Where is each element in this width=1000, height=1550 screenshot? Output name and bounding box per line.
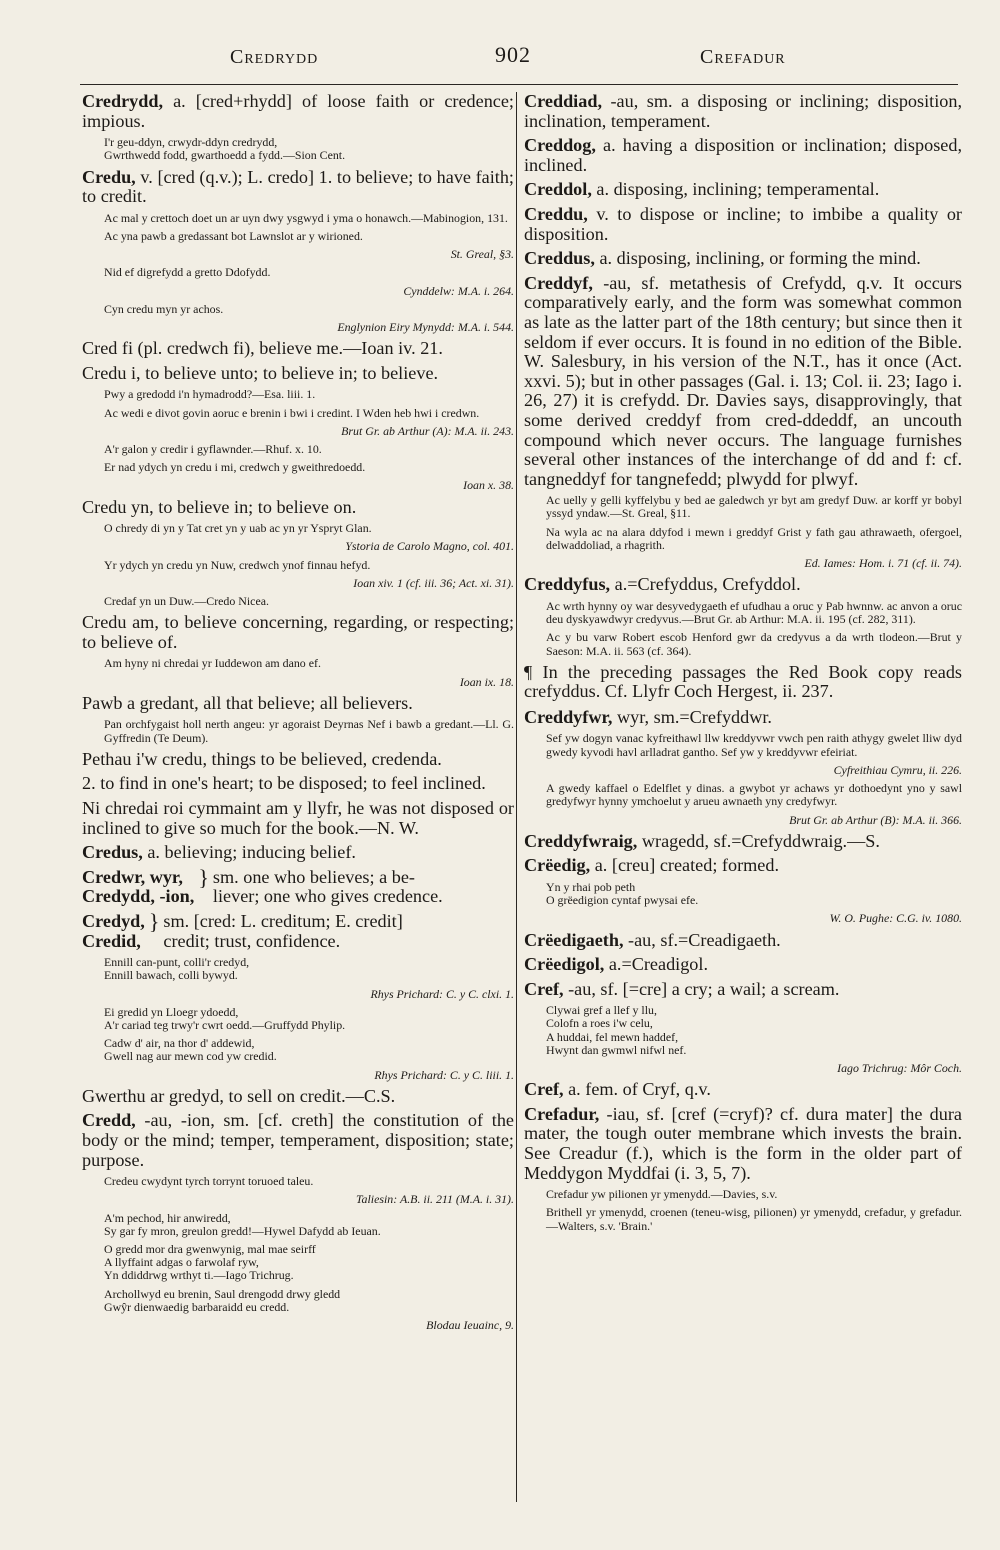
bracketed-entry <box>82 908 514 951</box>
sense-line: Ni chredai roi cymmaint am y llyfr, he was not disposed or inclined to give so much for the book.—N. W. <box>82 798 514 838</box>
citation-quote: Er nad ydych yn credu i mi, credwch y gweithredoedd. <box>104 460 366 475</box>
citation-quote: A'r galon y credir i gyflawnder.—Rhuf. x. 10. <box>104 442 322 456</box>
citation-source: Iago Trichrug: Môr Coch. <box>837 1061 962 1076</box>
citation-quote: Yr ydych yn credu yn Nuw, credwch ynof finnau hefyd. <box>104 557 371 572</box>
entry-definition: sm. [cred: L. creditum; E. credit] credit; trust, confidence. <box>163 910 403 951</box>
header-rule <box>80 84 958 85</box>
citation-source: Rhys Prichard: C. y C. liii. 1. <box>374 1067 514 1082</box>
citation-source: Ioan xiv. 1 (cf. iii. 36; Act. xi. 31). <box>353 575 514 590</box>
citation-source: Taliesin: A.B. ii. 211 (M.A. i. 31). <box>356 1192 514 1207</box>
citation-source: Ed. Iames: Hom. i. 71 (cf. ii. 74). <box>804 556 962 571</box>
brace-glyph: } <box>148 908 160 934</box>
headword: Cref, <box>524 1079 564 1100</box>
citation-quote: Ei gredid yn Lloegr ydoedd, A'r cariad teg trwy'r cwrt oedd.—Gruffydd Phylip. <box>104 1004 346 1032</box>
citation-quote: Yn y rhai pob peth O grëedigion cyntaf pwysai efe. <box>546 879 699 908</box>
citation-source: Brut Gr. ab Arthur (B): M.A. ii. 366. <box>789 812 962 827</box>
citation-quote: Ac yna pawb a gredassant bot Lawnslot ar y wirioned. <box>104 228 363 243</box>
citation-quote: Ac wrth hynny oy war desyvedygaeth ef ufudhau a oruc y Pab hwnnw. ac anvon a oruc deu dyskyawdwyr credyvus.—Brut Gr. ab Arthur: M.A. ii. 195 (cf. 282, 311). <box>546 598 962 627</box>
right-guideword: Crefadur <box>700 46 786 68</box>
citation-source: W. O. Pughe: C.G. iv. 1080. <box>829 911 962 926</box>
sense-line: Credu yn, to believe in; to believe on. <box>82 496 357 517</box>
entry-definition: a. [cred+rhydd] of loose faith or credence; impious. <box>82 92 514 131</box>
entry-definition: wragedd, sf.=Crefyddwraig.—S. <box>637 830 880 851</box>
headword: Credu, <box>82 166 136 187</box>
sense-line: 2. to find in one's heart; to be disposed; to feel inclined. <box>82 773 486 794</box>
citation-quote: Pwy a gredodd i'n hymadrodd?—Esa. liii. 1. <box>104 387 316 402</box>
dictionary-entry <box>524 955 962 975</box>
sense-line: Pethau i'w credu, things to be believed, credenda. <box>82 748 442 769</box>
citation-quote: O chredy di yn y Tat cret yn y uab ac yn yr Yspryt Glan. <box>104 521 372 536</box>
entry-definition: a.=Crefyddus, Crefyddol. <box>610 574 801 595</box>
headword: Creddus, <box>524 248 595 269</box>
citation-quote: A'm pechod, hir anwiredd, Sy gar fy mron, greulon gredd!—Hywel Dafydd ab Ieuan. <box>104 1210 381 1238</box>
headword: Crëedigol, <box>524 954 605 975</box>
citation-source: Cynddelw: M.A. i. 264. <box>403 283 514 298</box>
dictionary-entry <box>524 832 962 852</box>
headword: Credrydd, <box>82 92 164 111</box>
citation-quote: Crefadur yw pilionen yr ymenydd.—Davies, s.v. <box>546 1187 778 1202</box>
citation-quote: Ac uelly y gelli kyffelybu y bed ae galedwch yr byt am gredyf Duw. ar korff yr bobyl yssyd yndaw.—St. Greal, §11. <box>546 493 962 521</box>
entry-definition: v. [cred (q.v.); L. credo] 1. to believe; to have faith; to credit. <box>82 166 514 207</box>
dictionary-entry <box>524 708 962 728</box>
citation-quote: Cyn credu myn yr achos. <box>104 301 224 316</box>
right-column <box>524 92 962 1512</box>
citation-source: Rhys Prichard: C. y C. clxi. 1. <box>370 986 514 1001</box>
left-guideword: Credrydd <box>230 46 319 68</box>
citation-quote: Na wyla ac na alara ddyfod i mewn i greddyf Grist y fath gau athrawaeth, ofergoel, delwaddoliad, a rhagrith. <box>546 524 962 552</box>
citation-quote: Archollwyd eu brenin, Saul drengodd drwy gledd Gwŷr dienwaedig barbaraidd eu credd. <box>104 1286 341 1314</box>
citation-source: St. Greal, §3. <box>450 247 514 262</box>
page-number: 902 <box>495 42 531 67</box>
citation-quote: O gredd mor dra gwenwynig, mal mae seirff A llyffaint adgas o farwolaf ryw, Yn ddiddrwg wrthyt ti.—Iago Trichrug. <box>104 1241 316 1283</box>
dictionary-entry <box>82 92 514 131</box>
entry-definition: a. disposing, inclining; temperamental. <box>591 179 880 200</box>
headword: Cref, <box>524 978 564 999</box>
headword: Creddog, <box>524 135 596 156</box>
citation-source: Ystoria de Carolo Magno, col. 401. <box>345 539 514 554</box>
dictionary-entry <box>82 843 514 863</box>
entry-definition: a. fem. of Cryf, q.v. <box>563 1079 711 1100</box>
citation-quote: A gwedy kaffael o Edelflet y dinas. a gwybot yr achaws yr dothoedynt yno y sawl gredyfwyr hynny ymchoelut y arueu awnaeth yny credyfwyr. <box>546 781 962 809</box>
headword: Creddu, <box>524 203 588 224</box>
citation-quote: Ac y bu varw Robert escob Henford gwr da credyvus a da wrth tlodeon.—Brut y Saeson: M.A. ii. 563 (cf. 364). <box>546 630 962 658</box>
entry-definition: -au, sf. [=cre] a cry; a wail; a scream. <box>563 978 840 999</box>
headword: Creddyf, <box>524 272 593 293</box>
entry-definition: -au, -ion, sm. [cf. creth] the constitution of the body or the mind; temper, temperament, disposition; state; purpose. <box>82 1110 514 1170</box>
note-paragraph: ¶ In the preceding passages the Red Book copy reads crefyddus. Cf. Llyfr Coch Hergest, ii. 237. <box>524 661 962 702</box>
headword-group: Credwr, wyr, Credydd, -ion, <box>82 866 195 907</box>
citation-source: Ioan ix. 18. <box>459 674 514 689</box>
dictionary-entry <box>82 168 514 207</box>
citation-source: Cyfreithiau Cymru, ii. 226. <box>833 762 962 777</box>
entry-definition: -au, sf. metathesis of Crefydd, q.v. It occurs comparatively early, and the form was somewhat common as late as the latter part of the 18th century; but since then it seldom if ever occurs. It is found in no edition of the Bible. W. Salesbury, in his version of the N.T., has it once (Act. xxvi. 5); but in other passages (Gal. i. 13; Col. ii. 23; Iago i. 26, 27) it is crefydd. Dr. Davies says, disapprovingly, that some derived creddyf from cred-ddeddf, an uncouth compound which never occurs. The language furnishes several other instances of the interchange of dd and f: cf. tangneddyf for tangnefedd; plwydd for plwyf. <box>524 272 962 489</box>
headword-group: Credyd, Credid, <box>82 910 145 951</box>
sense-line: Credu am, to believe concerning, regarding, or respecting; to believe of. <box>82 612 514 652</box>
citation-source: Blodau Ieuainc, 9. <box>426 1317 514 1332</box>
brace-glyph: } <box>198 864 209 890</box>
entry-definition: a. having a disposition or inclination; disposed, inclined. <box>524 135 962 175</box>
entry-definition: v. to dispose or incline; to imbibe a quality or disposition. <box>524 203 962 244</box>
citation-quote: Sef yw dogyn vanac kyfreithawl llw kreddyvwr vwch pen raith athygy gwelet lliw dyd gwedy kyvodi havl arlladrat gantho. Sef yw y kreddyvwr efeiriat. <box>546 731 962 759</box>
headword: Creddyfwr, <box>524 706 613 727</box>
dictionary-entry <box>524 92 962 131</box>
citation-quote: Brithell yr ymenydd, croenen (teneu-wisg, pilionen) yr ymenydd, crefadur, y grefadur.—Walters, s.v. 'Brain.' <box>546 1205 962 1233</box>
entry-definition: -au, sm. a disposing or inclining; disposition, inclination, temperament. <box>524 92 962 131</box>
entry-definition: sm. one who believes; a be- liever; one who gives credence. <box>212 866 443 907</box>
entry-definition: a. believing; inducing belief. <box>142 842 356 863</box>
headword: Crëedigaeth, <box>524 929 624 950</box>
headword: Creddyfus, <box>524 574 611 595</box>
running-head <box>90 40 960 74</box>
headword: Crëedig, <box>524 855 591 876</box>
citation-source: Ioan x. 38. <box>463 478 514 493</box>
citation-quote: Credaf yn un Duw.—Credo Nicea. <box>104 594 269 609</box>
headword: Crefadur, <box>524 1103 600 1124</box>
dictionary-entry <box>524 1080 962 1100</box>
citation-quote: Cadw d' air, na thor d' addewid, Gwell nag aur mewn cod yw credid. <box>104 1036 277 1064</box>
sense-line: Gwerthu ar gredyd, to sell on credit.—C.S. <box>82 1085 396 1106</box>
sense-line: Pawb a gredant, all that believe; all believers. <box>82 692 413 713</box>
entry-definition: wyr, sm.=Crefyddwr. <box>612 706 772 727</box>
dictionary-entry <box>524 1105 962 1183</box>
entry-definition: -au, sf.=Creadigaeth. <box>623 929 781 950</box>
citation-source: Brut Gr. ab Arthur (A): M.A. ii. 243. <box>341 423 514 438</box>
entry-definition: a. disposing, inclining, or forming the mind. <box>594 248 921 269</box>
citation-quote: Pan orchfygaist holl nerth angeu: yr agoraist Deyrnas Nef i bawb a gredant.—Ll. G. Gyffredin (Te Deum). <box>104 717 514 745</box>
headword: Creddiad, <box>524 92 602 111</box>
headword: Credd, <box>82 1110 136 1131</box>
citation-quote: Clywai gref a llef y llu, Colofn a roes i'w celu, A huddai, fel mewn haddef, Hwynt dan gwmwl nifwl nef. <box>546 1003 687 1057</box>
dictionary-entry <box>524 856 962 876</box>
dictionary-entry <box>524 205 962 244</box>
entry-definition: a. [creu] created; formed. <box>590 855 780 876</box>
citation-quote: Am hyny ni chredai yr Iuddewon am dano ef. <box>104 656 321 671</box>
citation-quote: Ac mal y crettoch doet un ar uyn dwy ysgwyd i yma o honawch.—Mabinogion, 131. <box>104 210 508 225</box>
dictionary-entry <box>82 1111 514 1170</box>
dictionary-entry <box>524 274 962 490</box>
headword: Creddyfwraig, <box>524 830 638 851</box>
dictionary-entry <box>524 575 962 595</box>
dictionary-entry <box>524 249 962 269</box>
entry-definition: -iau, sf. [cref (=cryf)? cf. dura mater] the dura mater, the tough outer membrane which invests the brain. See Creadur (f.), which is the form in the older part of Meddygon Myddfai (i. 3, 5, 7). <box>524 1103 962 1183</box>
column-divider <box>516 92 517 1502</box>
dictionary-entry <box>524 136 962 175</box>
citation-quote: Ennill can-punt, colli'r credyd, Ennill bawach, colli bywyd. <box>104 955 250 983</box>
sense-line: Credu i, to believe unto; to believe in; to believe. <box>82 362 439 383</box>
citation-quote: Ac wedi e divot govin aoruc e brenin i bwi i credint. I Wden heb hwi i credwn. <box>104 405 480 420</box>
bracketed-entry <box>82 864 514 907</box>
sense-line: Cred fi (pl. credwch fi), believe me.—Ioan iv. 21. <box>82 338 443 359</box>
citation-quote: Nid ef digrefydd a gretto Ddofydd. <box>104 265 271 280</box>
dictionary-entry <box>524 931 962 951</box>
entry-definition: a.=Creadigol. <box>604 954 709 975</box>
dictionary-entry <box>524 180 962 200</box>
dictionary-entry <box>524 980 962 1000</box>
headword: Credus, <box>82 842 143 863</box>
citation-quote: Credeu cwydynt tyrch torrynt toruoed taleu. <box>104 1174 314 1189</box>
citation-source: Englynion Eiry Mynydd: M.A. i. 544. <box>337 320 514 334</box>
headword: Creddol, <box>524 179 592 200</box>
citation-quote: I'r geu-ddyn, crwydr-ddyn credrydd, Gwrthwedd fodd, gwarthoedd a fydd.—Sion Cent. <box>104 135 346 163</box>
left-column <box>82 92 514 1512</box>
